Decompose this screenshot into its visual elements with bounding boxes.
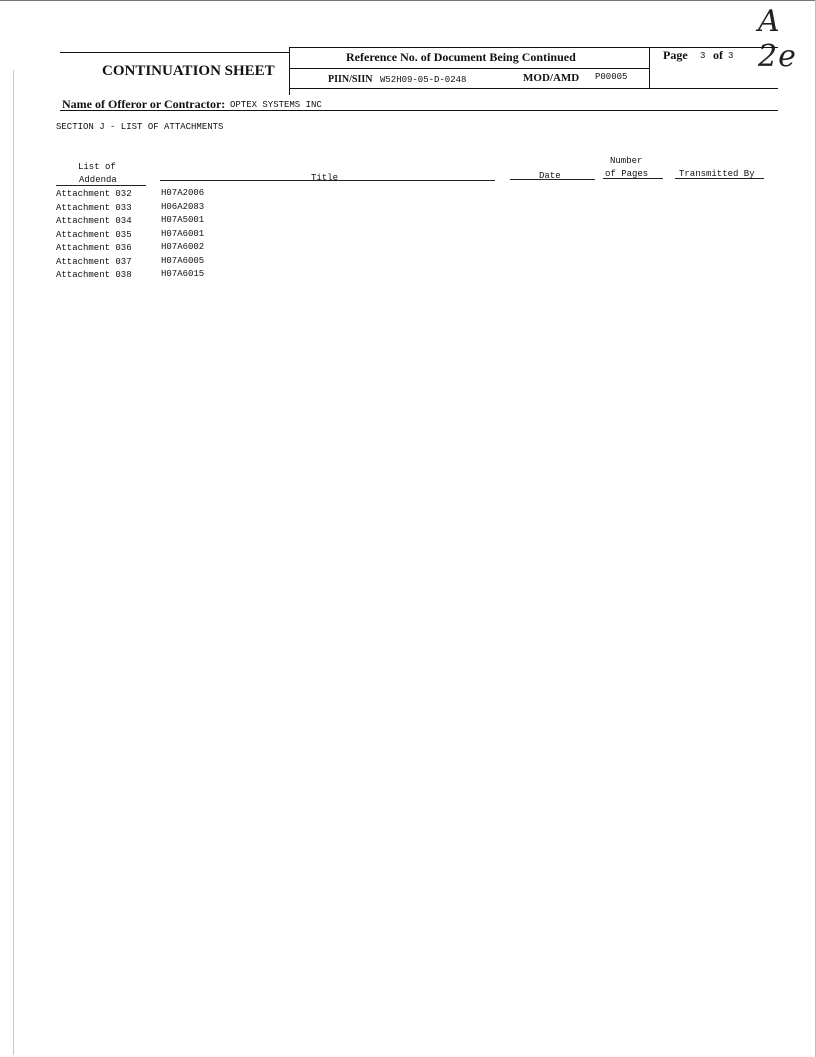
header-pages-line1: Number — [610, 156, 643, 166]
row-title: H07A6005 — [161, 256, 205, 266]
header-list-line1: List of — [78, 162, 116, 172]
row-title: H07A5001 — [161, 215, 205, 225]
mod-label: MOD/AMD — [523, 72, 580, 84]
header-mid-rule — [290, 68, 649, 69]
row-title: H07A6002 — [161, 242, 205, 252]
piin-value: W52H09-05-D-0248 — [380, 75, 467, 85]
header-title-underline — [160, 180, 495, 181]
piin-label: PIIN/SIIN — [328, 74, 373, 85]
page-of-label: of — [713, 48, 723, 62]
header-transmitted-underline — [675, 178, 764, 179]
row-title: H07A6001 — [161, 229, 205, 239]
page-current: 3 — [700, 51, 706, 61]
handwritten-mark: A 2e — [758, 4, 797, 74]
section-title: SECTION J - LIST OF ATTACHMENTS — [56, 122, 224, 132]
row-title: H06A2083 — [161, 202, 205, 212]
offeror-value: OPTEX SYSTEMS INC — [230, 100, 322, 110]
header-list-underline — [56, 185, 146, 186]
header-top-rule-right — [290, 47, 778, 48]
page-total: 3 — [728, 51, 734, 61]
header-date: Date — [539, 171, 561, 181]
page-left-border — [13, 70, 14, 1055]
header-title: Title — [311, 173, 339, 183]
mod-value: P00005 — [595, 72, 628, 82]
row-addenda: Attachment 037 — [56, 257, 132, 267]
offeror-label: Name of Offeror or Contractor: — [62, 97, 226, 111]
sheet-title: CONTINUATION SHEET — [102, 63, 275, 79]
header-list-line2: Addenda — [79, 175, 117, 185]
reference-heading: Reference No. of Document Being Continued — [346, 50, 576, 64]
row-addenda: Attachment 033 — [56, 203, 132, 213]
row-addenda: Attachment 034 — [56, 216, 132, 226]
row-addenda: Attachment 032 — [56, 189, 132, 199]
header-bottom-rule — [290, 88, 778, 89]
header-pages-line2: of Pages — [605, 169, 649, 179]
header-divider-2 — [649, 47, 650, 89]
row-title: H07A2006 — [161, 188, 205, 198]
header-pages-underline — [603, 178, 663, 179]
page-top-border — [0, 0, 816, 1]
row-addenda: Attachment 038 — [56, 270, 132, 280]
row-addenda: Attachment 036 — [56, 243, 132, 253]
offeror-rule — [60, 110, 778, 111]
row-title: H07A6015 — [161, 269, 205, 279]
header-transmitted: Transmitted By — [679, 169, 755, 179]
row-addenda: Attachment 035 — [56, 230, 132, 240]
page-label: Page — [663, 48, 688, 62]
header-date-underline — [510, 179, 595, 180]
header-top-rule-left — [60, 52, 290, 53]
